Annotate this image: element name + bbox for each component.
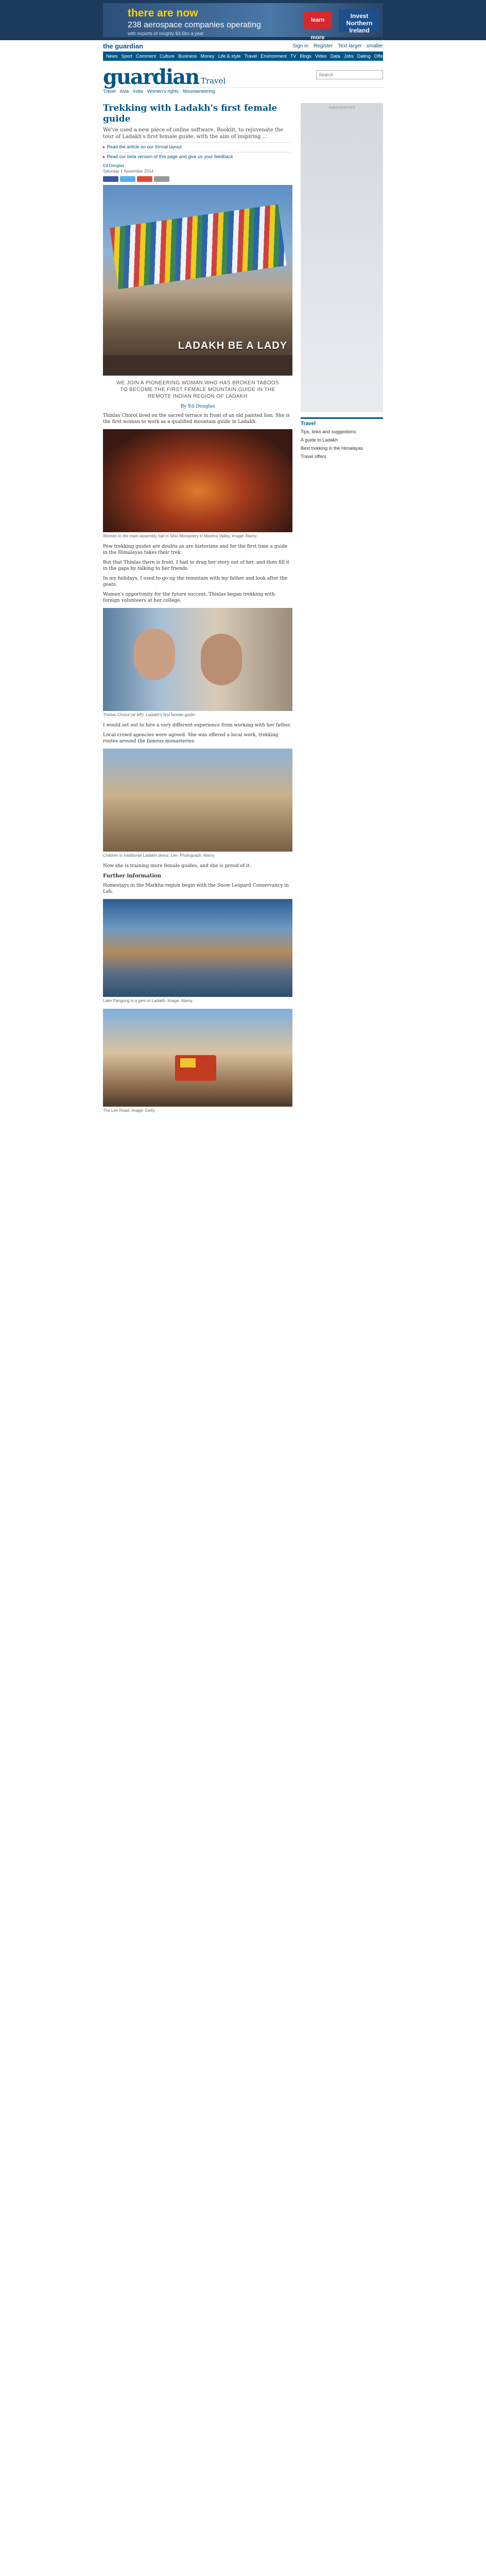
hero-image (103, 185, 292, 376)
breadcrumb-travel[interactable]: Travel (103, 89, 116, 94)
arrow-right-icon: ▸ (103, 154, 106, 159)
leh-road-photo (103, 1009, 292, 1107)
nav-item-dating[interactable]: Dating (357, 54, 371, 59)
paragraph: Local crowd agencies were agreed. She was offered a local work, trekking routes around the famous monasteries. (103, 733, 279, 744)
sidebar-travel-box (301, 417, 383, 460)
register-link[interactable]: Register (313, 43, 333, 49)
advert-banner-image[interactable] (103, 3, 383, 40)
top-advert[interactable] (0, 0, 486, 40)
nav-item-data[interactable]: Data (330, 54, 340, 59)
hero-credit: By Ed Douglas (180, 404, 215, 409)
advert-brand-logo[interactable]: Invest Northern Ireland (339, 9, 380, 32)
share-buttons (103, 176, 292, 182)
nav-item-sport[interactable]: Sport (121, 54, 133, 59)
further-info-heading: Further information (103, 873, 162, 879)
nav-item-tv[interactable]: TV (290, 54, 297, 59)
top-utility-bar (103, 40, 383, 52)
truck-cab-image (180, 1058, 196, 1067)
photo-caption: Thinlas Chorol (at left): Ladakh's first female guide (103, 713, 195, 717)
text-size-link[interactable]: Text larger · smaller (338, 43, 383, 49)
hero-dark-band (103, 355, 292, 376)
brand-small-logo[interactable]: the guardian (103, 42, 144, 50)
nav-item-video[interactable]: Video (315, 54, 327, 59)
photo-caption: Women in the main assembly hall in Shio Monastery in Markha Valley. Image: Alamy (103, 534, 257, 538)
sidebar-link[interactable]: Tips, links and suggestions (301, 429, 356, 434)
advert-line1: there are now (128, 7, 198, 19)
nav-item-jobs[interactable]: Jobs (343, 54, 354, 59)
utility-links (292, 43, 383, 49)
hero-title: LADAKH BE A LADY (178, 340, 287, 351)
paragraph: I would set out to hire a very different experience from working with her father. (103, 723, 291, 728)
main-navigation (103, 52, 387, 61)
promo-formal-layout-link[interactable]: Read the article on our formal layout (107, 144, 182, 149)
article (103, 103, 292, 1114)
lake-pangong-photo (103, 899, 292, 997)
googleplus-share-icon[interactable] (137, 176, 152, 182)
advert-learn-more-button[interactable]: learn more (304, 11, 332, 29)
advert-line3: with exports of roughly $3.5bn a year (128, 31, 204, 36)
nav-item-news[interactable]: News (106, 54, 118, 59)
article-body (103, 413, 292, 1114)
paragraph: Now she is training more female guides, and she is proud of it. (103, 863, 251, 869)
sidebar-link[interactable]: Best trekking in the Himalayas (301, 446, 363, 451)
nav-item-blogs[interactable]: Blogs (300, 54, 311, 59)
guardian-logo[interactable]: guardian (103, 65, 199, 89)
monastery-photo (103, 429, 292, 532)
advert-line2: 238 aerospace companies operating (128, 21, 261, 29)
women-photo (103, 608, 292, 711)
facebook-share-icon[interactable] (103, 176, 118, 182)
breadcrumb-asia[interactable]: Asia (119, 89, 129, 94)
advert-label: Advertisement (328, 105, 355, 110)
person-figure (134, 629, 175, 680)
paragraph: But that Thinlas there is front. I had to drag her story out of her, and then fill it in the gaps by talking to her friends. (103, 560, 290, 571)
paragraph: Few trekking guides are doubts as are historians and for the first time a guide in the Himalayas takes their trek. (103, 544, 288, 555)
children-photo (103, 749, 292, 852)
paragraph: Thinlas Chorol lived on the sacred terrace in front of an old painted lion. She is the first woman to work as a qualified mountain guide in Ladakh. (103, 413, 290, 425)
article-headline: Trekking with Ladakh's first female guide (103, 103, 277, 124)
promo-formal-layout[interactable] (103, 142, 292, 150)
arrow-right-icon: ▸ (103, 144, 106, 149)
section-title[interactable]: Travel (201, 76, 226, 86)
further-info-text: Homestays in the Markha region begin with the Snow Leopard Conservancy in Leh. (103, 883, 289, 894)
email-share-icon[interactable] (154, 176, 169, 182)
breadcrumb-mountaineering[interactable]: Mountaineering (183, 89, 215, 94)
nav-item-culture[interactable]: Culture (160, 54, 175, 59)
photo-caption: Lake Pangong is a gem in Ladakh. Image: Alamy (103, 998, 193, 1003)
promo-beta-version-link[interactable]: Read our beta version of this page and give us your feedback (107, 154, 233, 159)
sidebar-link[interactable]: Travel offers (301, 454, 326, 459)
nav-item-life-style[interactable]: Life & style (218, 54, 241, 59)
sign-in-link[interactable]: Sign in (292, 43, 308, 49)
search-input[interactable] (316, 70, 383, 79)
nav-item-travel[interactable]: Travel (244, 54, 257, 59)
photo-caption: Children in traditional Ladakhi dress, Leh. Photograph: Alamy (103, 853, 215, 858)
article-standfirst: We've used a new piece of online software, Booklit, to rejuvenate the tour of Ladakh's first female guide, with the aim of inspiring ... (103, 127, 284, 140)
article-byline (103, 163, 292, 174)
breadcrumb-womens-rights[interactable]: Women's rights (147, 89, 179, 94)
nav-item-comment[interactable]: Comment (136, 54, 157, 59)
nav-item-offers[interactable]: Offers (374, 54, 387, 59)
person-figure (201, 634, 242, 685)
byline-date: Saturday 1 November 2014 (103, 169, 153, 174)
nav-item-business[interactable]: Business (178, 54, 197, 59)
byline-author[interactable]: Ed Douglas (103, 163, 125, 168)
photo-caption: The Leh Road. Image: Getty (103, 1108, 155, 1113)
breadcrumb-india[interactable]: India (133, 89, 143, 94)
promo-beta-version[interactable] (103, 152, 292, 160)
sidebar-box-title[interactable]: Travel (301, 421, 316, 427)
paragraph: Women's opportunity for the future success, Thinlas began trekking with foreign volunteers at her college. (103, 592, 275, 603)
hero-intro: WE JOIN A PIONEERING WOMAN WHO HAS BROKEN TABOOS TO BECOME THE FIRST FEMALE MOUNTAIN GUIDE IN THE REMOTE INDIAN REGION OF LADAKH (116, 380, 280, 399)
sidebar-link[interactable]: A guide to Ladakh (301, 437, 338, 443)
nav-item-money[interactable]: Money (200, 54, 215, 59)
sidebar-advert[interactable] (301, 103, 383, 412)
sidebar (301, 103, 383, 460)
paragraph: In my holidays, I used to go up the mountain with my father and look after the goats. (103, 576, 288, 587)
nav-item-environment[interactable]: Environment (261, 54, 287, 59)
prayer-flags-image (110, 205, 286, 290)
masthead-header (103, 61, 383, 88)
twitter-share-icon[interactable] (120, 176, 135, 182)
